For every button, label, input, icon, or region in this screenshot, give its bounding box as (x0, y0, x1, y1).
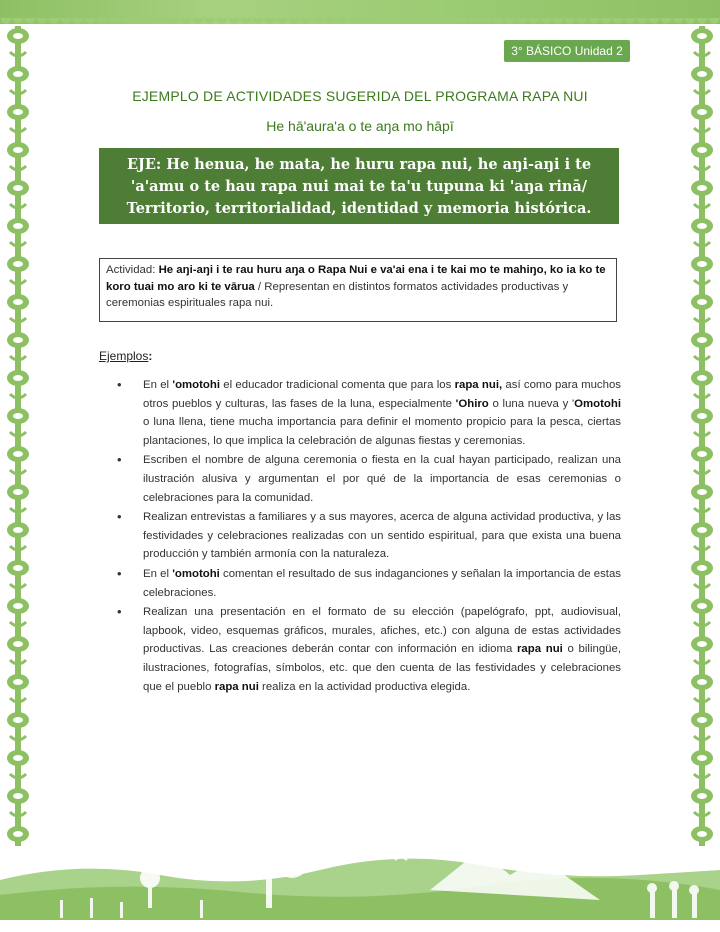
activity-box (99, 258, 617, 322)
examples-heading (99, 349, 152, 363)
list-item: • Realizan entrevistas a familiares y a sus mayores, acerca de alguna actividad productiva, y las festividades y celebraciones realizadas con un sentido espiritual, para que exista una buena producción y también armonía con la naturaleza. (99, 508, 621, 564)
list-item: • Escriben el nombre de alguna ceremonia o fiesta en la cual hayan participado, realizan una ilustración alusiva y argumentan el por qué de la importancia de esas ceremonias o celebraciones para la comunidad. (99, 451, 621, 507)
examples-list (99, 376, 621, 697)
activity-spanish-text: / Representan en distintos formatos actividades productivas y ceremonias espirituales rapa nui. (106, 280, 569, 309)
page-title: EJEMPLO DE ACTIVIDADES SUGERIDA DEL PROGRAMA RAPA NUI (132, 88, 588, 104)
grade-unit-tab: 3° BÁSICO Unidad 2 (504, 40, 630, 62)
left-decorative-border (6, 26, 30, 846)
activity-prefix: Actividad: (106, 264, 159, 276)
page-subtitle: He hā'aura'a o te aŋa mo hāpī (266, 118, 454, 134)
eje-text: EJE: He henua, he mata, he huru rapa nui, he aŋi-aŋi i te 'a'amu o te hau rapa nui mai te ta'u tupuna ki 'aŋa rinā/ Territorio, territorialidad, identidad y memoria histórica. (126, 156, 592, 217)
bottom-landscape-illustration (0, 820, 720, 932)
activity-rapa-nui-text: He aŋi-aŋi i te rau huru aŋa o Rapa Nui e va'ai ena i te kai mo te mahiŋo, ko ia ko te koro tuai mo aro ki te vārua (106, 264, 606, 293)
top-decorative-band (0, 0, 720, 24)
list-item: • Realizan una presentación en el formato de su elección (papelógrafo, ppt, audiovisual, lapbook, video, esquemas gráficos, murales, afiches, etc.) con alguna de estas actividades productivas. Las creaciones deberán contar con información en idioma rapa nui o bilingüe, ilustraciones, fotografías, símbolos, etc. que den cuenta de las festividades y celebraciones que el pueblo rapa nui realiza en la actividad productiva elegida. (99, 603, 621, 696)
right-decorative-border (690, 26, 714, 846)
examples-heading-label: Ejemplos (99, 349, 149, 363)
eje-banner (99, 148, 619, 224)
list-item: • En el 'omotohi el educador tradicional comenta que para los rapa nui, así como para muchos otros pueblos y culturas, las fases de la luna, especialmente 'Ohiro o luna nueva y 'Omotohi o luna llena, tiene mucha importancia para definir el momento propicio para la pesca, ciertas plantaciones, lo que implica la celebración de algunas fiestas y ceremonias. (99, 376, 621, 450)
examples-heading-colon: : (148, 349, 153, 363)
list-item: • En el 'omotohi comentan el resultado de sus indaganciones y señalan la importancia de estas celebraciones. (99, 565, 621, 602)
